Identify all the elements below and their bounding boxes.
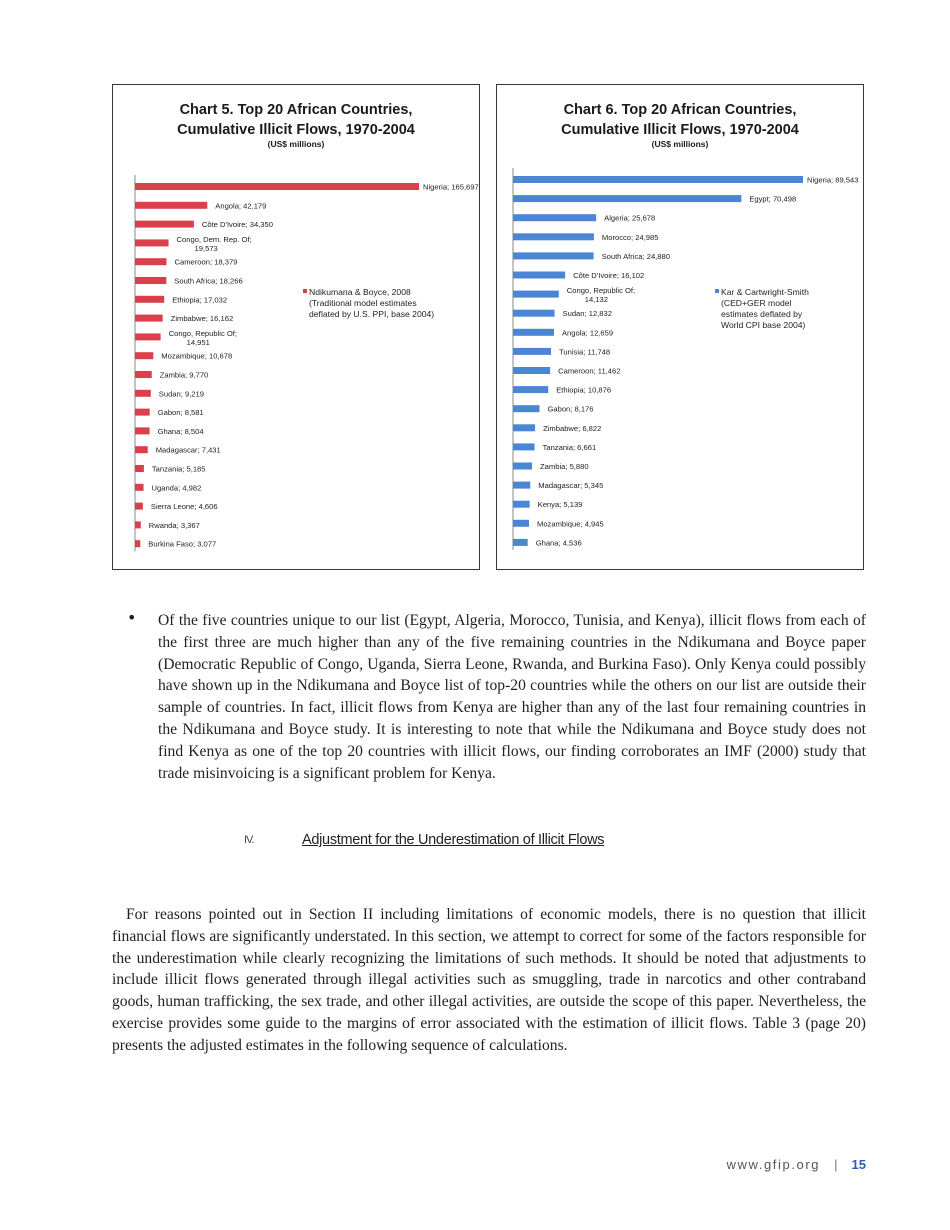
bar-nigeria-165-697 (135, 183, 419, 190)
bar-south-africa-18-266 (135, 277, 166, 284)
bar-label-zimbabwe-16-162: Zimbabwe; 16,162 (170, 314, 234, 324)
bar-label-tanzania-5-185: Tanzania; 5,185 (151, 464, 206, 474)
bar-tanzania-6-661 (513, 443, 535, 450)
bar-label-congo-republic-of: Congo, Republic Of; (566, 286, 636, 296)
bar-label-kenya-5-139: Kenya; 5,139 (537, 500, 583, 510)
bar-angola-12-659 (513, 329, 554, 336)
chart-title: Chart 6. Top 20 African Countries, (563, 102, 797, 118)
bar-label-south-africa-24-880: South Africa; 24,880 (601, 251, 670, 261)
bar-label-egypt-70-498: Egypt; 70,498 (749, 194, 797, 204)
bar-mozambique-4-945 (513, 520, 529, 527)
body-paragraph: For reasons pointed out in Section II including limitations of economic models, there is no question that illicit financial flows are significantly understated. In this section, we attempt to correct for some of the factors responsible for the underestimation while clearly recognizing the limitations of such methods. It should be noted that adjustments to include illicit flows generated through illegal activities such as smuggling, trade in narcotics and other contraband goods, human trafficking, the sex trade, and other illegal activities, are outside the scope of this paper. Nevertheless, the exercise provides some guide to the margins of error associated with the estimation of illicit flows. Table 3 (page 20) presents the adjusted estimates in the following sequence of calculations. (112, 906, 866, 1054)
chart-6 (496, 84, 864, 570)
bar-label-cameroon-11-462: Cameroon; 11,462 (558, 366, 621, 376)
bar-label-angola-12-659: Angola; 12,659 (561, 328, 614, 338)
bar-congo-republic-of (513, 291, 559, 298)
bar-south-africa-24-880 (513, 252, 594, 259)
page-footer (727, 1157, 866, 1172)
bar-label-gabon-8-581: Gabon; 8,581 (157, 408, 204, 418)
bar-kenya-5-139 (513, 501, 530, 508)
bar-label-burkina-faso-3-077: Burkina Faso; 3,077 (148, 539, 217, 549)
bar-label-cameroon-18-379: Cameroon; 18,379 (174, 257, 238, 267)
bar-label-congo-dem-rep-of: Congo, Dem. Rep. Of; (176, 234, 252, 244)
legend-text-line: World CPI base 2004) (721, 320, 806, 330)
bar-label-tanzania-6-661: Tanzania; 6,661 (542, 442, 597, 452)
chart-subtitle: (US$ millions) (651, 139, 709, 149)
chart-title-line2: Cumulative Illicit Flows, 1970-2004 (561, 122, 799, 138)
bar-zambia-9-770 (135, 371, 152, 378)
bullet-paragraph: Of the five countries unique to our list (Egypt, Algeria, Morocco, Tunisia, and Kenya), illicit flows from each of the first three are much higher than any of the five remaining countries in the Ndikumana and Boyce paper (Democratic Republic of Congo, Uganda, Sierra Leone, Rwanda, and Burkina Faso). Only Kenya could possibly have shown up in the Ndikumana and Boyce list of top-20 countries while the others on our list are outside their sample of countries. In fact, illicit flows from Kenya are higher than any of the last four remaining countries in the Ndikumana and Boyce study. It is interesting to note that while the Ndikumana and Boyce study does not find Kenya as one of the top 20 countries with illicit flows, our finding corroborates an IMF (2000) study that trade misinvoicing is a significant problem for Kenya. (158, 612, 866, 782)
bar-cameroon-11-462 (513, 367, 550, 374)
bar-ghana-4-536 (513, 539, 528, 546)
bar-madagascar-7-431 (135, 446, 148, 453)
chart-6-svg (497, 85, 863, 569)
bar-nigeria-89-543 (513, 176, 803, 183)
bar-label-ghana-4-536: Ghana; 4,536 (535, 538, 582, 548)
bar-label-sudan-12-832: Sudan; 12,832 (562, 309, 612, 319)
bar-mozambique-10-678 (135, 352, 153, 359)
bar-congo-dem-rep-of (135, 239, 169, 246)
section-number: IV. (244, 834, 254, 846)
bar-label-zimbabwe-6-822: Zimbabwe; 6,822 (543, 423, 602, 433)
bar-algeria-25-678 (513, 214, 596, 221)
bar-label-congo-dem-rep-of-cont: 19,573 (194, 243, 218, 253)
bar-egypt-70-498 (513, 195, 741, 202)
bar-label-zambia-5-880: Zambia; 5,880 (540, 462, 589, 471)
bar-label-congo-republic-of-cont: 14,132 (584, 295, 609, 305)
bar-label-congo-republic-of: Congo, Republic Of; (168, 328, 238, 338)
bar-c-te-d-ivoire-16-102 (513, 272, 565, 279)
bar-label-nigeria-165-697: Nigeria; 165,697 (423, 182, 479, 192)
bar-c-te-d-ivoire-34-350 (135, 221, 194, 228)
legend-text-line: Ndikumana & Boyce, 2008 (309, 287, 411, 297)
bar-label-mozambique-4-945: Mozambique; 4,945 (537, 519, 604, 529)
bar-label-madagascar-5-345: Madagascar; 5,345 (538, 481, 604, 491)
bar-morocco-24-985 (513, 233, 594, 240)
bar-label-congo-republic-of-cont: 14,951 (186, 337, 210, 347)
legend-text-line: estimates deflated by (721, 309, 803, 319)
bar-label-c-te-d-ivoire-16-102: Côte D'Ivoire; 16,102 (573, 271, 645, 280)
bar-label-mozambique-10-678: Mozambique; 10,678 (161, 351, 233, 361)
bar-sierra-leone-4-606 (135, 503, 143, 510)
bar-label-morocco-24-985: Morocco; 24,985 (601, 232, 659, 242)
bar-label-angola-42-179: Angola; 42,179 (215, 201, 267, 211)
bar-sudan-9-219 (135, 390, 151, 397)
bar-label-algeria-25-678: Algeria; 25,678 (604, 213, 656, 223)
bar-angola-42-179 (135, 202, 207, 209)
page-number: 15 (851, 1157, 866, 1172)
bar-label-madagascar-7-431: Madagascar; 7,431 (155, 445, 221, 455)
bar-label-south-africa-18-266: South Africa; 18,266 (174, 276, 243, 286)
bar-label-nigeria-89-543: Nigeria; 89,543 (807, 175, 859, 185)
bar-label-sudan-9-219: Sudan; 9,219 (158, 389, 204, 399)
bar-label-uganda-4-982: Uganda; 4,982 (151, 483, 202, 493)
bar-tunisia-11-748 (513, 348, 551, 355)
bar-label-ethiopia-10-876: Ethiopia; 10,876 (556, 385, 612, 395)
bar-ethiopia-17-032 (135, 296, 164, 303)
bar-congo-republic-of (135, 333, 161, 340)
bar-label-sierra-leone-4-606: Sierra Leone; 4,606 (150, 502, 218, 512)
chart-5 (112, 84, 480, 570)
legend-text-line: (CED+GER model (721, 298, 792, 308)
section-heading: Adjustment for the Underestimation of Illicit Flows (302, 832, 605, 848)
bar-zimbabwe-6-822 (513, 424, 535, 431)
footer-url: www.gfip.org (726, 1157, 821, 1172)
bar-label-ethiopia-17-032: Ethiopia; 17,032 (172, 295, 228, 305)
legend-text-line: deflated by U.S. PPI, base 2004) (309, 309, 435, 319)
bar-label-rwanda-3-367: Rwanda; 3,367 (148, 520, 200, 530)
bullet-marker: • (127, 608, 137, 627)
bar-ghana-8-504 (135, 427, 150, 434)
bar-label-gabon-8-176: Gabon; 8,176 (547, 404, 594, 414)
legend-text-line: Kar & Cartwright-Smith (721, 287, 809, 297)
bar-gabon-8-581 (135, 409, 150, 416)
chart-5-svg (113, 85, 479, 569)
bar-rwanda-3-367 (135, 521, 141, 528)
legend-text-line: (Traditional model estimates (309, 298, 417, 308)
footer-separator: | (834, 1157, 838, 1172)
bar-tanzania-5-185 (135, 465, 144, 472)
bar-label-c-te-d-ivoire-34-350: Côte D'Ivoire; 34,350 (201, 220, 273, 230)
bar-zambia-5-880 (513, 463, 532, 470)
legend-swatch (303, 289, 307, 293)
chart-title: Chart 5. Top 20 African Countries, (179, 102, 413, 118)
bar-uganda-4-982 (135, 484, 144, 491)
bar-burkina-faso-3-077 (135, 540, 140, 547)
bar-label-tunisia-11-748: Tunisia; 11,748 (559, 347, 611, 357)
bar-ethiopia-10-876 (513, 386, 548, 393)
bar-cameroon-18-379 (135, 258, 167, 265)
chart-subtitle: (US$ millions) (267, 139, 325, 149)
bar-label-zambia-9-770: Zambia; 9,770 (159, 370, 209, 380)
bar-sudan-12-832 (513, 310, 555, 317)
bar-madagascar-5-345 (513, 482, 530, 489)
bar-label-ghana-8-504: Ghana; 8,504 (157, 426, 204, 436)
bar-zimbabwe-16-162 (135, 315, 163, 322)
bar-gabon-8-176 (513, 405, 539, 412)
chart-title-line2: Cumulative Illicit Flows, 1970-2004 (177, 122, 415, 138)
legend-swatch (715, 289, 719, 293)
